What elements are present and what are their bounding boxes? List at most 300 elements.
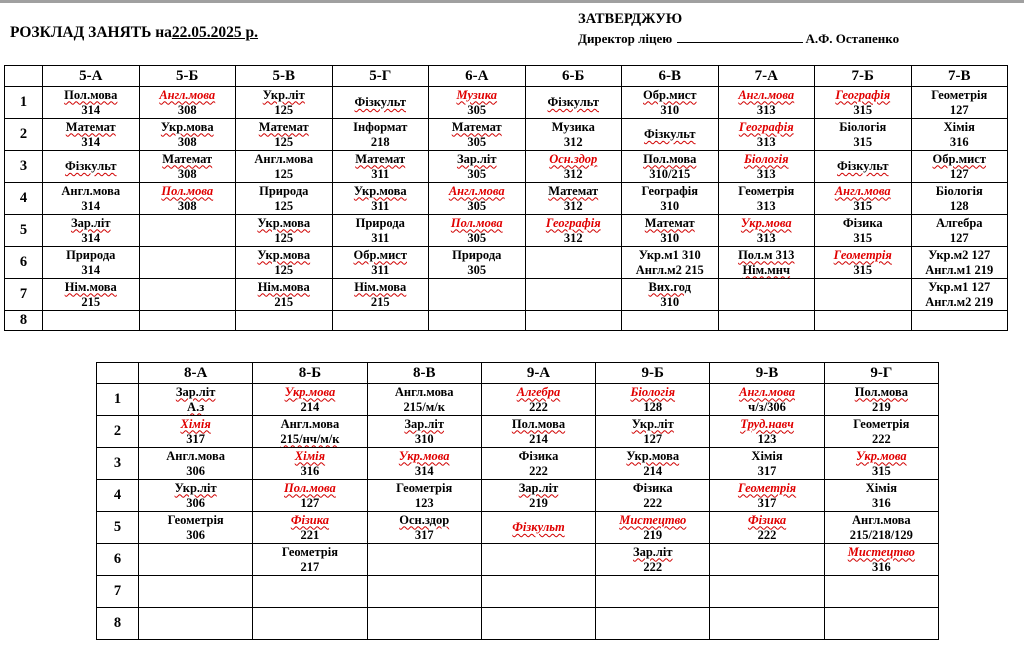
room-text: 314 xyxy=(414,463,434,478)
subject-text: Музика xyxy=(456,87,498,102)
subject-text: Англ.мова xyxy=(61,183,121,198)
lesson-cell xyxy=(139,576,253,608)
subject-text: Фізика xyxy=(632,480,673,495)
lesson-cell xyxy=(43,119,140,151)
subject-text: Англ.мова xyxy=(166,448,225,463)
room-text: 305 xyxy=(467,166,487,181)
lesson-cell xyxy=(367,576,481,608)
lesson-cell xyxy=(429,279,526,311)
director-label: Директор ліцею xyxy=(578,31,673,46)
subject-text: Зар.літ xyxy=(632,544,673,559)
lesson-number: 8 xyxy=(97,608,139,640)
header-row xyxy=(97,363,939,384)
lesson-cell xyxy=(481,512,595,544)
class-header: 5-В xyxy=(236,66,333,87)
lesson-cell xyxy=(481,608,595,640)
subject-text: Укр.літ xyxy=(174,480,217,495)
room-text: 315 xyxy=(853,198,873,213)
room-text: 313 xyxy=(756,166,776,181)
room-text: 127 xyxy=(643,431,663,446)
subject-text: Укр.м2 127 xyxy=(928,247,991,262)
lesson-cell xyxy=(622,119,719,151)
subject-text: Біологія xyxy=(743,151,789,166)
lesson-cell xyxy=(525,151,622,183)
lesson-cell xyxy=(815,119,912,151)
lesson-cell xyxy=(596,480,710,512)
subject-text: Англ.мова xyxy=(254,151,314,166)
lesson-cell xyxy=(367,544,481,576)
room-text: 311 xyxy=(371,198,390,213)
class-header: 6-А xyxy=(429,66,526,87)
subject-text: Зар.літ xyxy=(456,151,497,166)
subject-text: Пол.мова xyxy=(511,416,566,431)
signature-blank xyxy=(677,32,803,43)
subject-text: Нім.мова xyxy=(354,279,407,294)
lesson-cell xyxy=(429,311,526,331)
lesson-cell xyxy=(824,608,938,640)
subject-text: Музика xyxy=(551,119,595,134)
class-header: 9-В xyxy=(710,363,824,384)
class-header: 8-Б xyxy=(253,363,367,384)
lesson-number: 4 xyxy=(5,183,43,215)
schedule-table-grades-5-7 xyxy=(4,65,1008,331)
room-text: 306 xyxy=(186,527,206,542)
director-signature-line xyxy=(578,31,899,47)
subject-text: Природа xyxy=(355,215,405,230)
subject-text: Зар.літ xyxy=(518,480,559,495)
lesson-cell xyxy=(253,416,367,448)
lesson-cell xyxy=(253,544,367,576)
subject-text: Пол.мова xyxy=(161,183,214,198)
subject-text: Укр.мова xyxy=(740,215,792,230)
room-text: 214 xyxy=(300,399,320,414)
lesson-cell xyxy=(718,279,815,311)
room-text: 127 xyxy=(949,230,969,245)
room-text: 222 xyxy=(529,399,548,414)
room-text: 219 xyxy=(529,495,548,510)
subject-text: Природа xyxy=(452,247,502,262)
subject-text: Укр.м1 127 xyxy=(928,279,991,294)
lesson-cell xyxy=(596,448,710,480)
subject-text: Математ xyxy=(355,151,406,166)
subject-text: Пол.мова xyxy=(64,87,118,102)
room-text: А.з xyxy=(187,399,205,414)
lesson-cell xyxy=(429,247,526,279)
room-text: Англ.м2 215 xyxy=(635,262,704,277)
subject-text: Геометрія xyxy=(396,480,453,495)
lesson-cell xyxy=(718,247,815,279)
subject-text: Укр.мова xyxy=(626,448,680,463)
room-text: 314 xyxy=(81,262,101,277)
room-text: 215 xyxy=(81,294,101,309)
lesson-cell xyxy=(236,183,333,215)
lesson-cell xyxy=(525,183,622,215)
room-text: 305 xyxy=(467,102,487,117)
lesson-number: 8 xyxy=(5,311,43,331)
room-text: 315 xyxy=(871,463,891,478)
subject-text: Біологія xyxy=(935,183,983,198)
table-row xyxy=(5,183,1008,215)
lesson-cell xyxy=(596,576,710,608)
lesson-number: 5 xyxy=(97,512,139,544)
lesson-cell xyxy=(718,183,815,215)
room-text: 310 xyxy=(414,431,434,446)
lesson-cell xyxy=(824,544,938,576)
lesson-number: 7 xyxy=(5,279,43,311)
lesson-cell xyxy=(332,311,429,331)
subject-text: Укр.мова xyxy=(160,119,214,134)
subject-text: Мистецтво xyxy=(847,544,915,559)
subject-text: Географія xyxy=(545,215,601,230)
lesson-cell xyxy=(815,247,912,279)
lesson-cell xyxy=(481,480,595,512)
subject-text: Пол.мова xyxy=(854,384,908,399)
subject-text: Укр.мова xyxy=(856,448,907,463)
subject-text: Фізкульт xyxy=(65,159,117,173)
subject-text: Геометрія xyxy=(833,247,892,262)
top-border xyxy=(0,0,1024,3)
room-text: 312 xyxy=(563,230,583,245)
subject-text: Хімія xyxy=(294,448,326,463)
class-header: 9-Г xyxy=(824,363,938,384)
subject-text: Англ.мова xyxy=(394,384,454,399)
title-prefix: РОЗКЛАД ЗАНЯТЬ на xyxy=(10,24,172,41)
room-text: 219 xyxy=(643,527,663,542)
lesson-cell xyxy=(815,279,912,311)
table-row xyxy=(97,416,939,448)
lesson-cell xyxy=(43,247,140,279)
lesson-cell xyxy=(253,448,367,480)
room-text: 222 xyxy=(643,495,663,510)
subject-text: Математ xyxy=(258,119,309,134)
subject-text: Фізкульт xyxy=(354,95,406,109)
lesson-cell xyxy=(429,183,526,215)
class-header: 6-В xyxy=(622,66,719,87)
lesson-cell xyxy=(824,416,938,448)
subject-text: Хімія xyxy=(751,448,783,463)
subject-text: Пол.мова xyxy=(643,151,697,166)
lesson-number: 2 xyxy=(5,119,43,151)
subject-text: Обр.мист xyxy=(353,247,407,262)
class-header: 5-Г xyxy=(332,66,429,87)
lesson-cell xyxy=(815,151,912,183)
lesson-cell xyxy=(43,311,140,331)
table-row xyxy=(5,87,1008,119)
subject-text: Англ.мова xyxy=(851,512,911,527)
lesson-cell xyxy=(236,119,333,151)
room-text: 125 xyxy=(274,198,294,213)
lesson-cell xyxy=(236,215,333,247)
lesson-cell xyxy=(139,480,253,512)
room-text: 310 xyxy=(660,294,680,309)
lesson-cell xyxy=(236,151,333,183)
table-row xyxy=(97,544,939,576)
subject-text: Математ xyxy=(451,119,502,134)
room-text: 316 xyxy=(871,559,891,574)
room-text: 312 xyxy=(563,134,583,149)
subject-text: Геометрія xyxy=(737,480,797,495)
room-text: 221 xyxy=(300,527,320,542)
room-text: 310/215 xyxy=(649,166,691,181)
subject-text: Географія xyxy=(835,87,891,102)
subject-text: Алгебра xyxy=(935,215,983,230)
lesson-cell xyxy=(718,311,815,331)
class-header: 7-В xyxy=(911,66,1008,87)
subject-text: Фізкульт xyxy=(837,159,889,173)
table-row xyxy=(97,448,939,480)
lesson-cell xyxy=(824,384,938,416)
director-name: А.Ф. Остапенко xyxy=(805,31,900,46)
subject-text: Фізика xyxy=(518,448,559,463)
lesson-cell xyxy=(815,183,912,215)
room-text: Англ.м1 219 xyxy=(925,262,994,277)
subject-text: Фізкульт xyxy=(512,520,565,534)
subject-text: Природа xyxy=(259,183,309,198)
room-text: 125 xyxy=(274,102,294,117)
room-text: Нім.мнч xyxy=(742,262,791,277)
lesson-cell xyxy=(367,480,481,512)
lesson-cell xyxy=(596,384,710,416)
class-header: 5-А xyxy=(43,66,140,87)
room-text: 316 xyxy=(300,463,320,478)
subject-text: Фізика xyxy=(747,512,787,527)
subject-text: Алгебра xyxy=(516,384,561,399)
lesson-cell xyxy=(43,183,140,215)
approved-label: ЗАТВЕРДЖУЮ xyxy=(578,11,683,27)
room-text: 315 xyxy=(853,230,873,245)
table-row xyxy=(5,247,1008,279)
room-text: 123 xyxy=(414,495,434,510)
room-text: 313 xyxy=(756,230,776,245)
lesson-cell xyxy=(824,576,938,608)
lesson-cell xyxy=(622,87,719,119)
subject-text: Укр.м1 310 xyxy=(638,247,701,262)
lesson-cell xyxy=(139,151,236,183)
lesson-number: 6 xyxy=(97,544,139,576)
lesson-cell xyxy=(332,183,429,215)
room-text: 317 xyxy=(414,527,434,542)
lesson-cell xyxy=(622,151,719,183)
lesson-cell xyxy=(622,215,719,247)
lesson-cell xyxy=(332,215,429,247)
class-header: 6-Б xyxy=(525,66,622,87)
room-text: 317 xyxy=(757,495,777,510)
lesson-cell xyxy=(911,87,1008,119)
room-text: 314 xyxy=(81,134,101,149)
subject-text: Труд.навч xyxy=(740,416,794,431)
room-text: 219 xyxy=(871,399,891,414)
table-row xyxy=(97,608,939,640)
corner-cell xyxy=(97,363,139,384)
lesson-cell xyxy=(139,608,253,640)
lesson-cell xyxy=(710,448,824,480)
lesson-cell xyxy=(525,87,622,119)
lesson-cell xyxy=(596,544,710,576)
room-text: 218 xyxy=(370,134,390,149)
lesson-cell xyxy=(139,215,236,247)
subject-text: Осн.здор xyxy=(399,512,450,527)
table-row xyxy=(97,384,939,416)
lesson-cell xyxy=(525,279,622,311)
table-row xyxy=(97,512,939,544)
lesson-number: 1 xyxy=(97,384,139,416)
lesson-cell xyxy=(139,311,236,331)
lesson-cell xyxy=(824,512,938,544)
table-row xyxy=(5,311,1008,331)
subject-text: Геометрія xyxy=(738,183,795,198)
room-text: 214 xyxy=(643,463,663,478)
room-text: 314 xyxy=(81,198,101,213)
lesson-cell xyxy=(139,544,253,576)
room-text: Англ.м2 219 xyxy=(925,294,994,309)
subject-text: Англ.мова xyxy=(448,183,505,198)
lesson-cell xyxy=(332,151,429,183)
subject-text: Англ.мова xyxy=(738,87,795,102)
lesson-cell xyxy=(43,279,140,311)
lesson-cell xyxy=(824,480,938,512)
subject-text: Укр.мова xyxy=(353,183,407,198)
room-text: 305 xyxy=(467,230,487,245)
lesson-cell xyxy=(911,183,1008,215)
schedule-date: 22.05.2025 р. xyxy=(171,24,259,41)
room-text: 315 xyxy=(853,134,873,149)
lesson-cell xyxy=(710,608,824,640)
lesson-cell xyxy=(253,480,367,512)
class-header: 5-Б xyxy=(139,66,236,87)
subject-text: Фізика xyxy=(842,215,883,230)
room-text: 310 xyxy=(660,230,680,245)
subject-text: Математ xyxy=(65,119,116,134)
lesson-cell xyxy=(139,87,236,119)
subject-text: Англ.мова xyxy=(739,384,795,399)
room-text: 125 xyxy=(274,166,294,181)
subject-text: Фізкульт xyxy=(644,127,696,141)
room-text: ч/з/306 xyxy=(748,399,786,414)
room-text: 308 xyxy=(177,134,197,149)
room-text: 214 xyxy=(529,431,548,446)
subject-text: Математ xyxy=(644,215,695,230)
subject-text: Вих.год xyxy=(648,279,691,294)
lesson-cell xyxy=(139,448,253,480)
room-text: 215 xyxy=(274,294,294,309)
lesson-cell xyxy=(525,119,622,151)
lesson-cell xyxy=(367,512,481,544)
room-text: 215/нч/м/к xyxy=(280,431,340,446)
subject-text: Математ xyxy=(548,183,599,198)
subject-text: Географія xyxy=(641,183,699,198)
class-header: 9-А xyxy=(481,363,595,384)
room-text: 123 xyxy=(757,431,777,446)
room-text: 127 xyxy=(949,102,969,117)
subject-text: Англ.мова xyxy=(280,416,340,431)
lesson-cell xyxy=(911,151,1008,183)
lesson-cell xyxy=(596,416,710,448)
lesson-cell xyxy=(139,183,236,215)
subject-text: Геометрія xyxy=(167,512,224,527)
subject-text: Хімія xyxy=(943,119,975,134)
subject-text: Укр.мова xyxy=(257,247,311,262)
room-text: 313 xyxy=(756,134,776,149)
subject-text: Хімія xyxy=(865,480,897,495)
lesson-cell xyxy=(718,119,815,151)
room-text: 125 xyxy=(274,262,294,277)
room-text: 215 xyxy=(370,294,390,309)
room-text: 306 xyxy=(186,495,206,510)
lesson-cell xyxy=(718,151,815,183)
lesson-cell xyxy=(236,247,333,279)
room-text: 306 xyxy=(186,463,206,478)
room-text: 128 xyxy=(643,399,663,414)
subject-text: Укр.літ xyxy=(262,87,305,102)
room-text: 314 xyxy=(81,230,101,245)
lesson-cell xyxy=(710,480,824,512)
subject-text: Укр.мова xyxy=(284,384,336,399)
lesson-cell xyxy=(139,512,253,544)
lesson-cell xyxy=(481,576,595,608)
corner-cell xyxy=(5,66,43,87)
lesson-number: 3 xyxy=(97,448,139,480)
room-text: 317 xyxy=(757,463,777,478)
lesson-cell xyxy=(481,544,595,576)
room-text: 308 xyxy=(177,102,197,117)
subject-text: Зар.літ xyxy=(404,416,444,431)
header-row xyxy=(5,66,1008,87)
subject-text: Нім.мова xyxy=(257,279,310,294)
room-text: 125 xyxy=(274,134,294,149)
room-text: 222 xyxy=(757,527,777,542)
lesson-cell xyxy=(911,247,1008,279)
subject-text: Обр.мист xyxy=(932,151,986,166)
subject-text: Укр.мова xyxy=(257,215,311,230)
class-header: 7-Б xyxy=(815,66,912,87)
room-text: 316 xyxy=(949,134,969,149)
table-row xyxy=(5,119,1008,151)
subject-text: Пол.м 313 xyxy=(738,247,795,262)
subject-text: Зар.літ xyxy=(175,384,216,399)
lesson-cell xyxy=(429,119,526,151)
room-text: 310 xyxy=(660,102,680,117)
subject-text: Геометрія xyxy=(931,87,988,102)
class-header: 9-Б xyxy=(596,363,710,384)
lesson-cell xyxy=(911,311,1008,331)
room-text: 222 xyxy=(643,559,663,574)
subject-text: Географія xyxy=(738,119,794,134)
lesson-cell xyxy=(43,151,140,183)
lesson-cell xyxy=(139,119,236,151)
lesson-cell xyxy=(622,279,719,311)
subject-text: Укр.мова xyxy=(398,448,450,463)
room-text: 315 xyxy=(853,262,873,277)
lesson-cell xyxy=(525,215,622,247)
lesson-cell xyxy=(622,247,719,279)
subject-text: Фізкульт xyxy=(547,95,599,109)
lesson-cell xyxy=(815,215,912,247)
room-text: 305 xyxy=(467,198,487,213)
lesson-cell xyxy=(43,215,140,247)
subject-text: Укр.літ xyxy=(631,416,674,431)
lesson-cell xyxy=(622,183,719,215)
lesson-cell xyxy=(253,384,367,416)
lesson-cell xyxy=(481,416,595,448)
subject-text: Біологія xyxy=(839,119,887,134)
room-text: 313 xyxy=(756,102,776,117)
subject-text: Англ.мова xyxy=(159,87,216,102)
room-text: 217 xyxy=(300,559,320,574)
room-text: 313 xyxy=(756,198,776,213)
lesson-cell xyxy=(481,384,595,416)
lesson-cell xyxy=(710,512,824,544)
lesson-cell xyxy=(525,247,622,279)
